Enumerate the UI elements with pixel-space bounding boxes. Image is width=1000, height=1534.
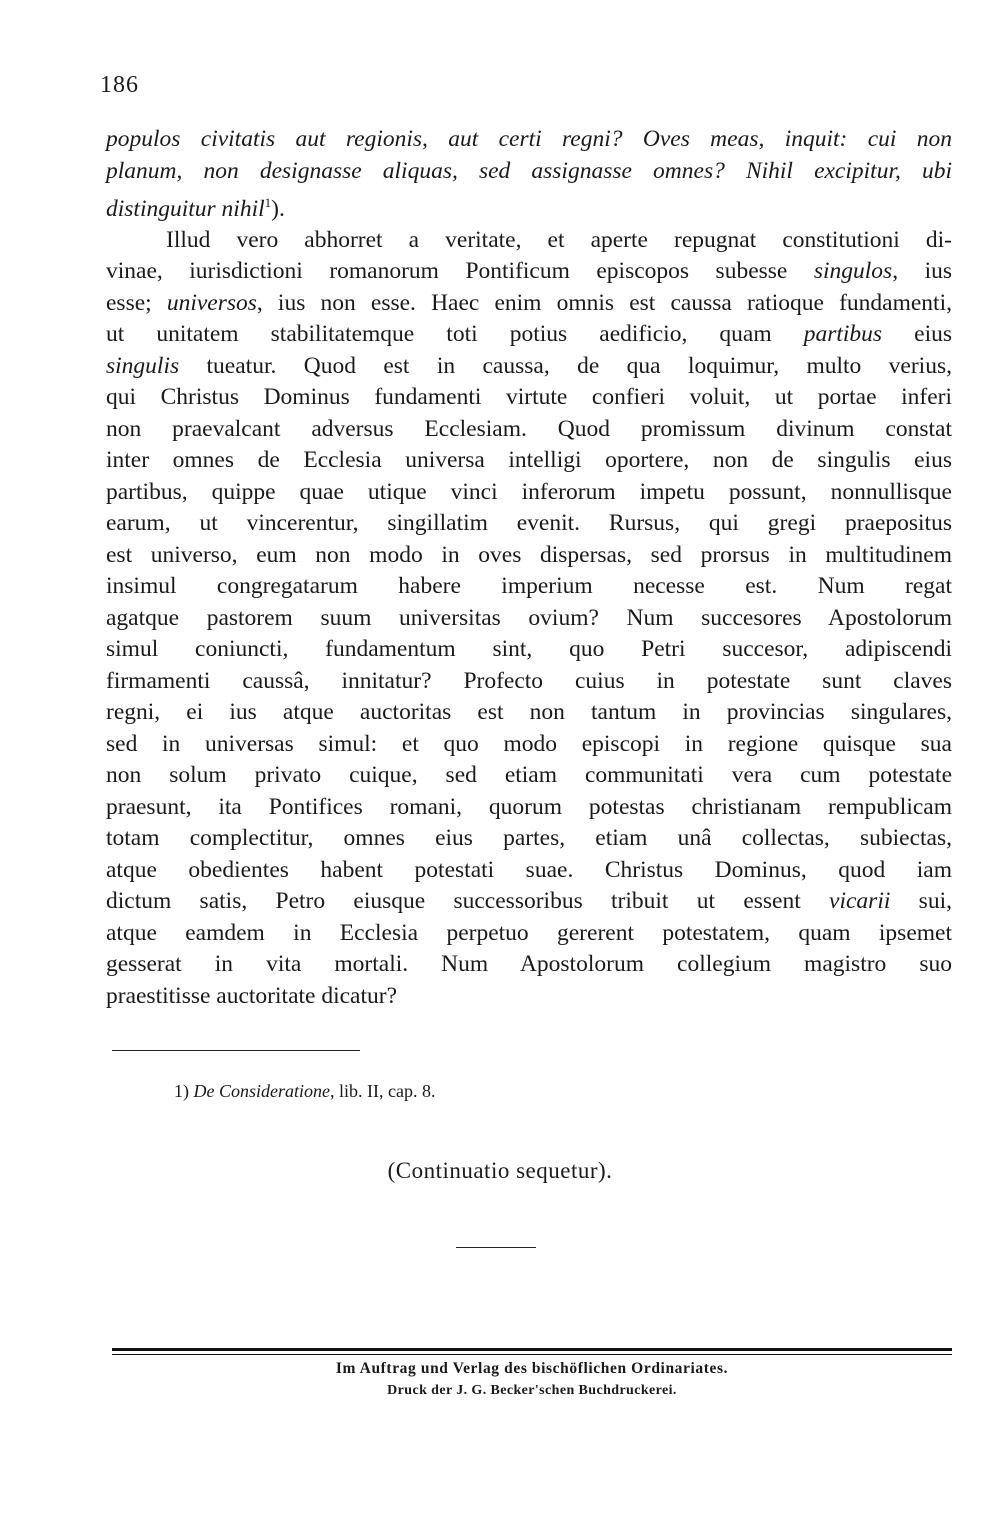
text-fragment: sui, [890,888,952,914]
main-text [106,124,952,1012]
text-line: praesunt, ita Pontifices romani, quorum potestas christianam rempublicam [106,793,952,820]
footnote-marker: 1) [174,1081,189,1101]
footnote-source: De Consideratione [193,1081,330,1101]
text-line: agatque pastorem suum universitas ovium? Num succesores Apostolorum [106,604,952,631]
emphasis: partibus [803,321,883,347]
text-line: populos civitatis aut regionis, aut certi regni? Oves meas, inquit: cui non [106,126,952,152]
text-line: planum, non designasse aliquas, sed assignasse omnes? Nihil excipitur, ubi [106,157,952,184]
text-fragment: esse; [106,289,167,316]
imprint-publisher: Im Auftrag und Verlag des bischöflichen Ordinariates. [335,1360,729,1377]
section-divider [456,1247,536,1248]
imprint-divider-thin [112,1354,952,1355]
emphasis: singulis [106,352,180,379]
text-line: regni, ei ius atque auctoritas est non tantum in provincias singulares, [106,699,952,725]
text-fragment: eius [882,321,952,347]
text-line: non praevalcant adversus Ecclesiam. Quod promissum divinum constat [106,415,952,442]
emphasis: universos [166,289,257,316]
text-line: est universo, eum non modo in oves dispersas, sed prorsus in multitudinem [106,541,952,568]
text-fragment: ut unitatem stabilitatemque toti potius aedificio, quam [106,321,804,347]
text-line: non solum privato cuique, sed etiam communitati vera cum potestate [106,762,952,788]
text-line: earum, ut vincerentur, singillatim evenit. Rursus, qui gregi praepositus [106,510,952,536]
paragraph-main [106,225,952,1013]
text-fragment: , ius [892,258,952,284]
text-line: praestitisse auctoritate dicatur? [106,982,398,1009]
text-line: inter omnes de Ecclesia universa intelligi oportere, non de singulis eius [106,447,952,473]
text-line: atque obedientes habent potestati suae. Christus Dominus, quod iam [106,856,952,883]
text-fragment: vinae, iurisdictioni romanorum Pontificum episcopos subesse [106,258,814,284]
text-line [106,256,952,288]
text-fragment: tueatur. Quod est in caussa, de qua loquimur, multo verius, [179,352,952,379]
text-fragment: dictum satis, Petro eiusque successoribus tribuit ut essent [106,888,830,914]
text-line: sed in universas simul: et quo modo episcopi in regione quisque sua [106,730,952,757]
text-fragment: , ius non esse. Haec enim omnis est caussa ratioque fundamenti, [256,289,952,316]
paragraph-continued [106,124,952,222]
text-line [106,187,952,222]
continuation-note: (Continuatio sequetur). [387,1158,613,1183]
text-line: simul coniuncti, fundamentum sint, quo Petri succesor, adipiscendi [106,636,952,662]
page-number: 186 [100,72,139,98]
text-line [106,288,952,320]
text-line: qui Christus Dominus fundamenti virtute confieri voluit, ut portae inferi [106,384,952,410]
footnote [174,1081,435,1102]
text-line: partibus, quippe quae utique vinci inferorum impetu possunt, nonnullisque [106,478,952,505]
footnote-marker: 1 [264,195,272,210]
text-line [106,351,952,383]
text-line: Illud vero abhorret a veritate, et aperte repugnat constitutioni di- [166,226,952,253]
text-line: firmamenti caussâ, innitatur? Profecto cuius in potestate sunt claves [106,667,952,694]
text-line: atque eamdem in Ecclesia perpetuo gererent potestatem, quam ipsemet [106,919,952,946]
footnote-ref: , lib. II, cap. 8. [330,1081,436,1101]
imprint-printer: Druck der J. G. Becker'schen Buchdruckerei. [387,1383,677,1398]
text-line [106,886,952,918]
emphasis: vicarii [829,888,891,914]
footnote-divider [112,1050,360,1051]
text-fragment: ). [271,195,285,222]
text-line: insimul congregatarum habere imperium necesse est. Num regat [106,573,952,599]
emphasis: singulos [813,258,893,284]
text-line: totam complectitur, omnes eius partes, etiam unâ collectas, subiectas, [106,825,952,851]
imprint-divider-thick [112,1348,952,1351]
text-line: gesserat in vita mortali. Num Apostolorum collegium magistro suo [106,951,952,977]
text-fragment: distinguitur nihil [106,195,265,222]
text-line [106,319,952,351]
